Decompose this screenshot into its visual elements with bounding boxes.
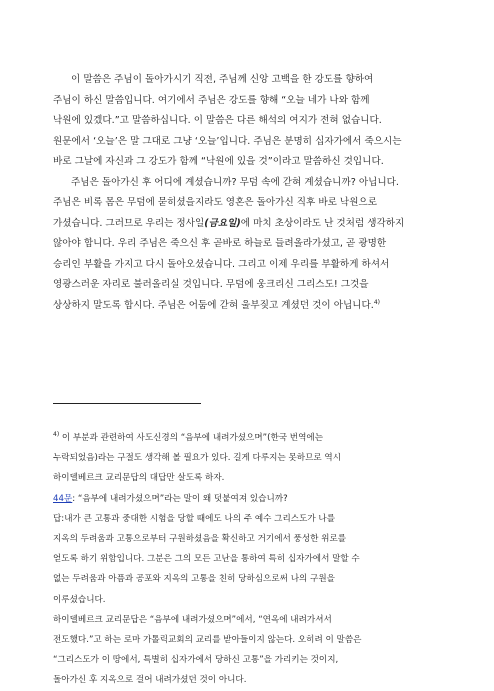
text-segment: 가셨습니다. 그러므로 우리는 정사일 (53, 217, 205, 229)
paragraph-2-line-3 (53, 214, 446, 235)
footnote-line: 이루셨습니다. (53, 594, 106, 605)
paragraph-2-line-2: 주님은 비록 몸은 무덤에 묻히셨을지라도 영혼은 돌아가신 직후 바로 낙원으로 (53, 197, 378, 208)
footnote-line-3: 하이델베르크 교리문답의 대답만 살도록 하자. (53, 473, 225, 484)
text-segment: 이 부분과 관련하여 사도신경의 “음부에 내려가셨으며”(한국 번역에는 (59, 433, 323, 443)
footnote-line-2: 누락되었음)라는 구절도 생각해 볼 필요가 있다. 길게 다루지는 못하므로 역시 (53, 453, 342, 464)
footnote-line: 돌아가신 후 지옥으로 걸어 내려가셨던 것이 아니다. (53, 675, 247, 686)
footnote-line: 얻도록 하기 위함입니다. 그분은 그의 모든 고난을 통하여 특히 십자가에서 말할 수 (53, 554, 360, 565)
paragraph-2-line-6: 영광스러운 자리로 불러올리실 것입니다. 무덤에 웅크리신 그리스도! 그것을 (53, 279, 369, 290)
text-segment: : “음부에 내려가셨으며”라는 말이 왜 덧붙여져 있습니까? (72, 493, 288, 504)
footnote-line: 없는 두려움과 아픔과 공포와 지옥의 고통을 친히 당하심으로써 나의 구원을 (53, 574, 335, 585)
paragraph-2-line-7 (53, 296, 446, 317)
paragraph-1-line-1: 이 말씀은 주님이 돌아가시기 직전, 주님께 신앙 고백을 한 강도를 향하여 (71, 74, 374, 85)
paragraph-1-line-4: 원문에서 ‘오늘’은 말 그대로 그냥 ‘오늘’입니다. 주님은 분명히 십자가에서 죽으시는 (53, 135, 402, 147)
footnote-divider (53, 403, 201, 404)
footnote (53, 428, 446, 691)
footnote-reference[interactable]: 4) (373, 298, 381, 306)
paragraph-2-line-5: 승리인 부활을 가지고 다시 돌아오셨습니다. 그리고 이제 우리를 부활하게 하셔서 (53, 258, 390, 270)
main-text (53, 70, 446, 316)
paragraph-1-line-5: 바로 그날에 자신과 그 강도가 함께 “낙원에 있을 것”이라고 말씀하신 것입니다. (53, 156, 384, 167)
footnote-question (53, 489, 446, 509)
footnote-line: 하이델베르크 교리문답은 “음부에 내려가셨으며”에서, “연옥에 내려가셔서 (53, 614, 332, 625)
paragraph-2-line-4: 않아야 합니다. 우리 주님은 죽으신 후 곧바로 하늘로 들려올라가셨고, 곧 광명한 (53, 238, 387, 249)
footnote-line: 지옥의 두려움과 고통으로부터 구원하셨음을 확신하고 거기에서 풍성한 위로를 (53, 534, 347, 545)
question-44-link[interactable]: 44문 (53, 493, 73, 504)
footnote-marker: 4) (53, 431, 60, 439)
footnote-line-1 (53, 428, 446, 448)
footnote-line: 전도했다.”고 하는 로마 가톨릭교회의 교리를 받아들이지 않는다. 오히려 이 말씀은 (53, 635, 362, 646)
paragraph-2-line-1: 주님은 돌아가신 후 어디에 계셨습니까? 무덤 속에 갇혀 계셨습니까? 아닙니다. (71, 176, 399, 188)
paragraph-1-line-2: 주님이 하신 말씀입니다. 여기에서 주님은 강도를 향해 “오늘 네가 나와 함께 (53, 94, 370, 106)
text-segment: 에 마치 초상이라도 난 것처럼 생각하지 (240, 217, 405, 229)
footnote-line: “그리스도가 이 땅에서, 특별히 십자가에서 당하신 고통”을 가리키는 것이지, (53, 655, 339, 666)
text-segment: 상상하지 말도록 합시다. 주님은 어둠에 갇혀 울부짖고 계셨던 것이 아닙니다. (53, 299, 374, 311)
paragraph-1-line-3: 낙원에 있겠다.”고 말씀하십니다. 이 말씀은 다른 해석의 여지가 전혀 없습니다. (53, 115, 382, 126)
footnote-line: 답:내가 큰 고통과 중대한 시험을 당할 때에도 나의 주 예수 그리스도가 나를 (53, 513, 335, 524)
emphasis-friday: (금요일) (204, 217, 241, 229)
